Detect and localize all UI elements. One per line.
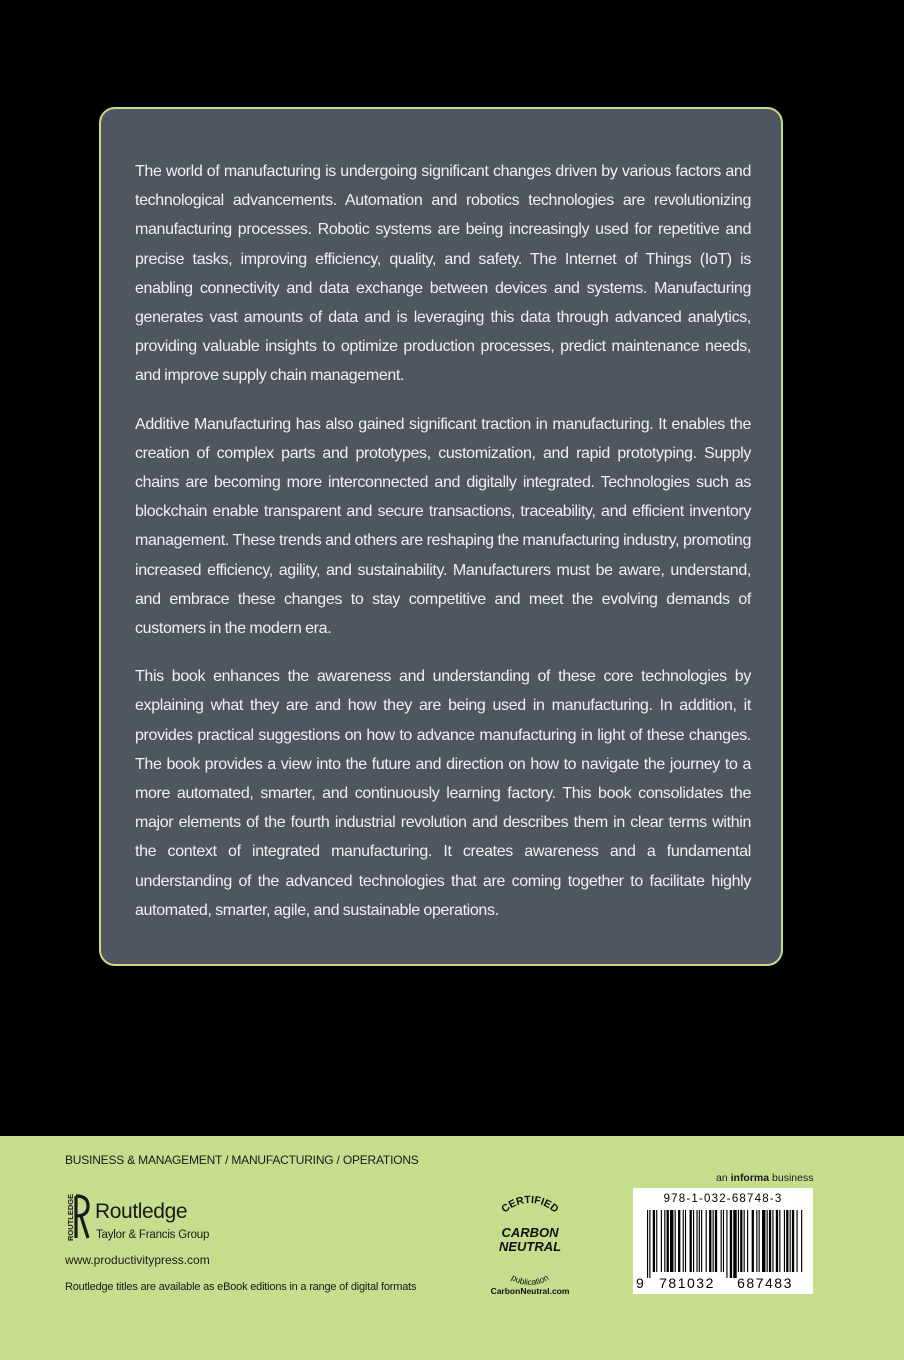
barcode-bar [723, 1210, 724, 1272]
barcode-bar [792, 1210, 794, 1272]
barcode-bar [772, 1210, 773, 1272]
barcode-bar [738, 1210, 739, 1272]
barcode-bar [762, 1210, 765, 1272]
barcode-bar [706, 1210, 707, 1272]
blurb-paragraph-3: This book enhances the awareness and understanding of these core technologies by explaining what they are and how they are being used in manufacturing. In addition, it provides practical suggestions on how to advance manufacturing in light of these changes. The book provides a view into the future and direction on how to navigate the journey to a more automated, smarter, and continuously learning factory. This book consolidates the major elements of the fourth industrial revolution and describes them in clear terms within the context of integrated manufacturing. It creates awareness and a fundamental understanding of the advanced technologies that are coming together to facilitate highly automated, smarter, agile, and sustainable operations. [135, 668, 751, 919]
barcode-bar [715, 1210, 717, 1272]
barcode-bar [744, 1210, 745, 1272]
barcode-bar [733, 1210, 736, 1278]
category-label: BUSINESS & MANAGEMENT / MANUFACTURING / OPERATIONS [65, 1153, 419, 1167]
barcode-bar [721, 1210, 722, 1272]
routledge-logo-icon [64, 1192, 90, 1242]
barcode-graphic-icon [633, 1188, 813, 1294]
badge-carbon-text: CARBON [501, 1225, 559, 1240]
informa-suffix: business [769, 1172, 814, 1184]
barcode-bar [779, 1210, 780, 1272]
barcode-bar [756, 1210, 757, 1272]
footer-band [0, 1136, 904, 1360]
barcode-bar [683, 1210, 684, 1272]
barcode-bar [675, 1210, 676, 1272]
badge-certified-text: CERTIFIED [499, 1193, 561, 1216]
barcode-bars [647, 1210, 802, 1278]
svg-text:CERTIFIED [499, 1194, 561, 1216]
barcode-bar [747, 1210, 748, 1272]
badge-neutral-text: NEUTRAL [498, 1239, 562, 1254]
blurb-paragraph-2: Additive Manufacturing has also gained significant traction in manufacturing. It enables the creation of complex parts and prototypes, customization, and rapid prototyping. Supply chains are becoming more interconnected and digitally integrated. Technologies such as blockchain enable transparent and secure transactions, traceability, and efficient inventory management. These trends and others are reshaping the manufacturing industry, promoting increased efficiency, agility, and sustainability. Manufacturers must be aware, understand, and embrace these changes to stay competitive and meet the evolving demands of customers in the modern era. [135, 415, 751, 638]
barcode-bar [769, 1210, 771, 1272]
informa-prefix: an [716, 1172, 731, 1184]
barcode-bar [661, 1210, 662, 1272]
badge-publication-text: publication [509, 1272, 551, 1288]
barcode-bar [699, 1210, 700, 1272]
barcode-bar [709, 1210, 711, 1272]
barcode-bar [790, 1210, 791, 1272]
carbon-neutral-url[interactable]: CarbonNeutral.com [490, 1286, 570, 1296]
barcode-bar [649, 1210, 650, 1278]
barcode-bar [685, 1210, 686, 1272]
barcode-bar [786, 1210, 788, 1272]
blurb-paragraph-1: The world of manufacturing is undergoing significant changes driven by various factors and technological advancements. Automation and robotics technologies are revolutionizing manufacturing processes. Robotic systems are being increasingly used for repetitive and precise tasks, improving efficiency, quality, and safety. The Internet of Things (IoT) is enabling connectivity and data exchange between devices and systems. Manufacturing generates vast amounts of data and is leveraging this data through advanced analytics, providing valuable insights to optimize production processes, predict maintenance needs, and improve supply chain management. [135, 163, 751, 385]
carbon-neutral-badge-icon [480, 1193, 580, 1299]
barcode-bar [667, 1210, 669, 1272]
barcode-bar [767, 1210, 768, 1272]
barcode-bar [678, 1210, 680, 1272]
publisher-name: Routledge [95, 1200, 188, 1223]
informa-tagline [716, 1172, 813, 1184]
publisher-website[interactable]: www.productivitypress.com [65, 1253, 210, 1267]
publisher-group: Taylor & Francis Group [96, 1229, 210, 1241]
blurb-box [99, 107, 783, 966]
ebook-note: Routledge titles are available as eBook editions in a range of digital formats [65, 1281, 417, 1293]
svg-text:publication [510, 1272, 551, 1287]
isbn-digit-lead: 9 [636, 1275, 644, 1291]
barcode-bar [759, 1210, 760, 1272]
barcode-bar [776, 1210, 778, 1272]
isbn-digits-left: 781032 [659, 1275, 715, 1291]
isbn-top-text: 978-1-032-68748-3 [663, 1193, 783, 1205]
barcode-bar [696, 1210, 697, 1272]
isbn-digits-right: 687483 [737, 1275, 793, 1291]
barcode-bar [797, 1210, 798, 1272]
barcode-bar [713, 1210, 714, 1272]
barcode-bar [701, 1210, 702, 1272]
barcode-bar [726, 1210, 727, 1278]
isbn-barcode [633, 1188, 813, 1294]
barcode-bar [752, 1210, 754, 1272]
barcode-bar [656, 1210, 657, 1272]
barcode-bar [664, 1210, 665, 1272]
barcode-bar [690, 1210, 692, 1272]
barcode-bar [740, 1210, 742, 1272]
barcode-bar [670, 1210, 673, 1272]
barcode-bar [693, 1210, 694, 1272]
informa-brand: informa [730, 1172, 770, 1184]
logo-vertical-text: ROUTLEDGE [66, 1193, 75, 1241]
barcode-bar [801, 1210, 802, 1272]
barcode-bar [647, 1210, 648, 1278]
barcode-bar [653, 1210, 655, 1272]
barcode-bar [730, 1210, 732, 1278]
logo-r-glyph [76, 1196, 88, 1238]
barcode-bar [784, 1210, 785, 1272]
